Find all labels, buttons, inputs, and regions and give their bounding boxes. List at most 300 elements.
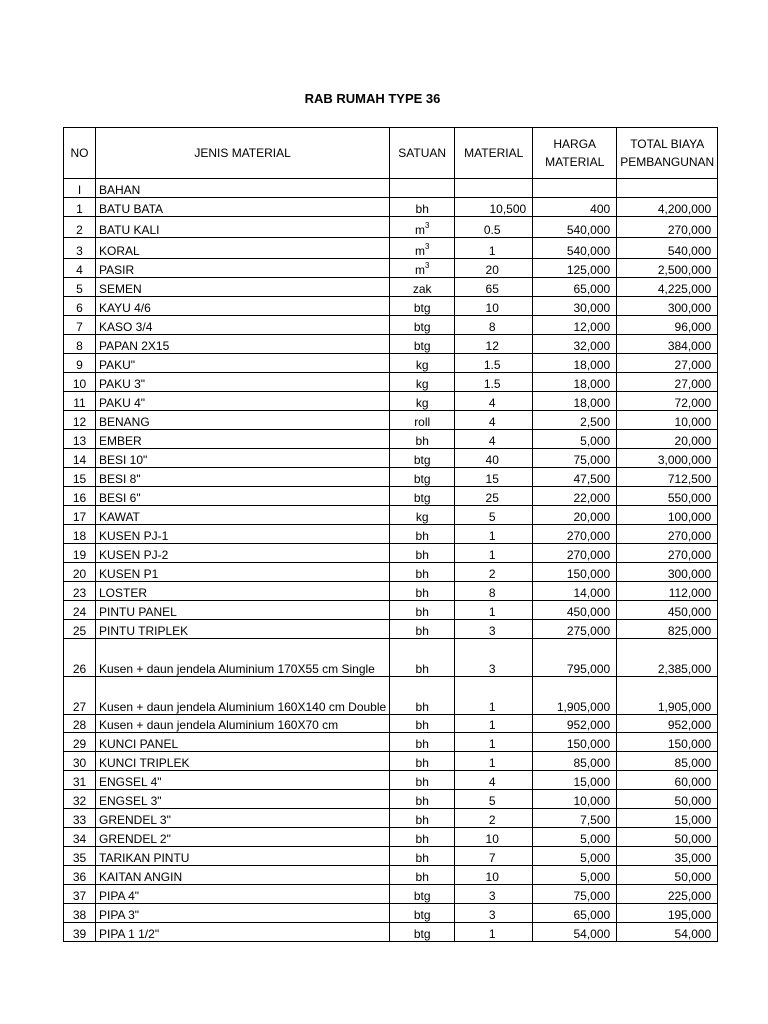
row-material-name-text: BAHAN [99,183,141,197]
row-material-qty-text: 1 [488,718,496,732]
table-row [64,923,718,942]
header-total-biaya: TOTAL BIAYA PEMBANGUNAN [617,128,718,179]
row-no [64,639,96,677]
table-header-row [64,128,718,179]
row-total [617,430,718,449]
row-material-name [96,715,390,733]
row-harga [533,563,617,582]
row-material-name-text: KORAL [99,244,140,258]
row-material-qty [455,733,533,752]
row-satuan-text: kg [415,396,429,410]
row-satuan-text: bh [415,813,429,827]
row-no-text: 3 [76,244,83,258]
table-row [64,677,718,715]
row-total [617,601,718,620]
row-satuan-text: bh [415,851,429,865]
row-material-qty [455,771,533,790]
row-total-text: 112,000 [668,586,712,600]
row-satuan [390,809,455,828]
row-satuan [390,733,455,752]
row-material-name [96,354,390,373]
row-harga [533,809,617,828]
row-total-text: 300,000 [667,301,712,315]
table-row [64,430,718,449]
row-satuan-text: m [414,263,425,277]
row-harga [533,601,617,620]
row-satuan [390,847,455,866]
row-total-text: 54,000 [674,927,712,941]
row-harga-text: 5,000 [580,434,611,448]
row-material-qty-text: 4 [488,415,496,429]
row-material-name [96,373,390,392]
row-total [617,620,718,639]
row-harga [533,639,617,677]
row-total-text: 450,000 [667,605,712,619]
row-no [64,563,96,582]
header-harga-material: HARGA MATERIAL [533,128,617,179]
table-row [64,733,718,752]
table-row [64,866,718,885]
row-material-qty [455,923,533,942]
row-total [617,771,718,790]
table-row [64,809,718,828]
row-total [617,487,718,506]
row-material-qty-text: 3 [488,662,496,676]
table-row [64,316,718,335]
row-harga [533,847,617,866]
row-total [617,506,718,525]
row-material-qty-text: 1 [488,605,496,619]
row-material-name-text: PINTU TRIPLEK [99,624,189,638]
row-no [64,297,96,316]
table-row [64,790,718,809]
row-satuan-text: kg [415,358,429,372]
row-harga-text: 952,000 [566,718,611,732]
row-satuan-text: bh [415,662,429,676]
row-harga-text: 5,000 [580,832,611,846]
row-no-text: 16 [72,491,87,505]
row-total [617,373,718,392]
row-harga [533,179,617,198]
row-material-qty-text: 5 [488,510,496,524]
row-satuan [390,563,455,582]
row-total-text: 35,000 [674,851,712,865]
table-row [64,354,718,373]
row-no [64,771,96,790]
table-row [64,198,718,217]
row-harga [533,430,617,449]
row-material-name-text: KASO 3/4 [99,320,153,334]
row-material-qty [455,790,533,809]
row-material-qty-text: 1 [488,700,496,714]
row-no-text: I [77,183,82,197]
row-no-text: 34 [72,832,87,846]
row-satuan [390,601,455,620]
row-material-qty [455,392,533,411]
row-total [617,752,718,771]
row-material-name-text: PAKU 4" [99,396,146,410]
row-material-name [96,411,390,430]
row-no-text: 19 [72,548,87,562]
row-no-text: 38 [72,908,87,922]
table-row [64,847,718,866]
table-row [64,487,718,506]
row-harga-text: 540,000 [566,244,611,258]
row-satuan [390,392,455,411]
row-no [64,198,96,217]
row-material-qty [455,179,533,198]
row-satuan-text: bh [415,548,429,562]
row-total-text: 2,385,000 [657,662,712,676]
row-material-name-text: Kusen + daun jendela Aluminium 160X70 cm [99,718,339,732]
row-material-qty-text: 0.5 [483,223,501,237]
row-material-qty-text: 1 [488,548,496,562]
row-material-qty-text: 1 [488,756,496,770]
row-total-text: 712,500 [667,472,712,486]
row-material-name [96,468,390,487]
row-no-text: 25 [72,624,87,638]
row-total [617,525,718,544]
row-material-name [96,885,390,904]
row-satuan [390,449,455,468]
row-harga [533,392,617,411]
row-satuan [390,866,455,885]
row-material-qty-text: 4 [488,396,496,410]
row-material-qty-text: 4 [488,775,496,789]
row-satuan [390,885,455,904]
row-no-text: 27 [72,700,87,714]
row-harga-text: 270,000 [566,548,611,562]
row-material-qty [455,217,533,238]
row-satuan-text: bh [415,775,429,789]
row-no-text: 18 [72,529,87,543]
row-harga-text: 270,000 [566,529,611,543]
row-no-text: 13 [72,434,87,448]
table-row [64,259,718,278]
row-material-name-text: BESI 6" [99,491,141,505]
row-harga [533,335,617,354]
row-material-qty-text: 8 [488,320,496,334]
header-material: MATERIAL [455,128,533,179]
row-material-name-text: BESI 8" [99,472,141,486]
row-harga-text: 65,000 [573,908,611,922]
row-total-text: 50,000 [674,870,712,884]
row-total [617,411,718,430]
row-material-qty-text: 10 [485,870,499,884]
row-material-name-text: GRENDEL 3" [99,813,171,827]
row-no [64,752,96,771]
row-material-qty [455,259,533,278]
table-row [64,297,718,316]
row-satuan [390,411,455,430]
row-satuan-text: kg [415,377,429,391]
row-harga [533,411,617,430]
row-total [617,449,718,468]
row-harga [533,582,617,601]
row-no-text: 12 [72,415,87,429]
table-row [64,373,718,392]
row-material-qty [455,354,533,373]
row-total-text: 550,000 [667,491,712,505]
row-satuan-text: bh [415,737,429,751]
row-satuan [390,354,455,373]
row-satuan-text: m [414,223,425,237]
row-no [64,715,96,733]
row-satuan-text: bh [415,624,429,638]
unit-superscript: 3 [424,261,430,270]
row-material-qty [455,506,533,525]
row-material-qty-text: 1 [488,737,496,751]
row-material-qty-text: 25 [485,491,499,505]
row-material-name [96,866,390,885]
row-harga [533,238,617,259]
row-harga [533,487,617,506]
row-material-name-text: KUNCI PANEL [99,737,179,751]
row-harga [533,297,617,316]
row-material-name-text: ENGSEL 3" [99,794,162,808]
row-total-text: 27,000 [674,377,712,391]
row-no [64,392,96,411]
row-no [64,411,96,430]
row-total-text: 50,000 [674,794,712,808]
row-material-qty-text: 40 [485,453,499,467]
row-harga [533,733,617,752]
row-total [617,923,718,942]
row-harga-text: 5,000 [580,851,611,865]
row-total [617,715,718,733]
row-total [617,677,718,715]
row-material-name [96,506,390,525]
row-material-qty-text: 1 [488,529,496,543]
row-harga-text: 450,000 [566,605,611,619]
row-no [64,620,96,639]
row-no-text: 14 [72,453,87,467]
row-total [617,392,718,411]
header-jenis-material: JENIS MATERIAL [96,128,390,179]
row-material-qty [455,904,533,923]
row-satuan-text: btg [413,472,431,486]
table-row [64,411,718,430]
row-satuan-text: bh [415,202,429,216]
table-row [64,828,718,847]
row-material-qty [455,468,533,487]
row-no [64,430,96,449]
row-harga-text: 47,500 [573,472,611,486]
row-no [64,544,96,563]
table-row [64,179,718,198]
row-material-name-text: PASIR [99,263,135,277]
row-material-qty-text: 20 [485,263,499,277]
row-total [617,866,718,885]
row-material-qty [455,885,533,904]
row-total [617,198,718,217]
row-satuan [390,316,455,335]
row-material-qty [455,316,533,335]
table-row [64,715,718,733]
row-harga [533,790,617,809]
row-no [64,354,96,373]
row-material-qty [455,449,533,468]
row-total-text: 100,000 [667,510,712,524]
row-material-name-text: KUSEN PJ-1 [99,529,169,543]
row-harga-text: 12,000 [573,320,611,334]
row-satuan [390,771,455,790]
row-harga [533,468,617,487]
row-material-name-text: BESI 10" [99,453,148,467]
table-row [64,449,718,468]
row-satuan-text: bh [415,605,429,619]
table-row [64,885,718,904]
row-material-qty [455,198,533,217]
row-material-name [96,544,390,563]
row-satuan-text: bh [415,756,429,770]
row-satuan-text: bh [415,586,429,600]
row-satuan [390,198,455,217]
row-satuan-text: bh [415,870,429,884]
row-total [617,828,718,847]
row-no [64,179,96,198]
row-harga-text: 10,000 [573,794,611,808]
row-total-text: 540,000 [667,244,712,258]
row-no [64,790,96,809]
row-total-text: 3,000,000 [657,453,712,467]
row-no-text: 6 [76,301,83,315]
row-material-name [96,392,390,411]
row-satuan [390,904,455,923]
row-material-qty [455,582,533,601]
row-material-name [96,677,390,715]
row-no [64,885,96,904]
row-material-qty-text: 1 [488,244,496,258]
row-harga-text: 150,000 [566,737,611,751]
row-material-qty [455,411,533,430]
row-material-qty-text: 15 [485,472,499,486]
row-material-name [96,771,390,790]
row-no [64,373,96,392]
row-material-name [96,733,390,752]
row-satuan [390,468,455,487]
row-no [64,733,96,752]
row-harga-text: 400 [590,202,611,216]
row-total-text: 4,200,000 [657,202,712,216]
table-row [64,771,718,790]
row-harga-text: 1,905,000 [556,700,611,714]
row-material-name-text: Kusen + daun jendela Aluminium 170X55 cm Single [99,662,375,676]
row-harga [533,198,617,217]
row-material-name-text: PAKU" [99,358,136,372]
row-harga-text: 18,000 [573,377,611,391]
row-satuan-text: bh [415,794,429,808]
row-material-name-text: PAPAN 2X15 [99,339,170,353]
row-total [617,582,718,601]
row-material-qty [455,847,533,866]
row-material-qty-text: 1.5 [483,377,501,391]
row-total-text: 150,000 [667,737,712,751]
table-row [64,335,718,354]
row-material-name-text: KAYU 4/6 [99,301,151,315]
row-satuan [390,620,455,639]
table-row [64,544,718,563]
row-total-text: 20,000 [674,434,712,448]
row-no-text: 10 [72,377,87,391]
row-no [64,809,96,828]
row-material-qty [455,639,533,677]
row-material-qty-text: 3 [488,624,496,638]
row-harga [533,677,617,715]
row-total-text: 195,000 [667,908,712,922]
row-satuan [390,506,455,525]
row-satuan [390,525,455,544]
row-material-name [96,639,390,677]
row-harga-text: 18,000 [573,396,611,410]
row-no [64,335,96,354]
row-total-text: 270,000 [667,529,712,543]
row-satuan [390,430,455,449]
row-material-name-text: LOSTER [99,586,148,600]
row-satuan-text: btg [413,491,431,505]
row-material-name-text: KUSEN P1 [99,567,159,581]
row-satuan-text: bh [415,529,429,543]
row-material-qty-text: 3 [488,889,496,903]
row-harga [533,217,617,238]
row-harga-text: 14,000 [573,586,611,600]
row-no [64,847,96,866]
row-material-name [96,582,390,601]
row-material-qty [455,525,533,544]
row-no-text: 28 [72,718,87,732]
row-material-name [96,430,390,449]
row-total-text: 270,000 [667,548,712,562]
row-satuan [390,278,455,297]
row-satuan-text: m [414,244,425,258]
unit-superscript: 3 [424,221,430,230]
table-row [64,582,718,601]
row-material-qty-text: 2 [488,567,496,581]
row-satuan [390,238,455,259]
row-total-text: 10,000 [674,415,712,429]
row-material-name-text: EMBER [99,434,142,448]
row-total [617,316,718,335]
row-harga [533,354,617,373]
row-material-qty [455,752,533,771]
row-material-name [96,179,390,198]
row-satuan-text: bh [415,832,429,846]
row-satuan-text: bh [415,567,429,581]
row-no [64,828,96,847]
row-material-qty [455,373,533,392]
table-row [64,278,718,297]
row-satuan-text: bh [415,700,429,714]
row-satuan [390,639,455,677]
row-total [617,335,718,354]
row-material-qty-text: 7 [488,851,496,865]
row-total [617,354,718,373]
row-material-qty [455,866,533,885]
table-row [64,506,718,525]
row-harga [533,885,617,904]
row-material-name-text: PIPA 3" [99,908,140,922]
row-material-name-text: Kusen + daun jendela Aluminium 160X140 cm Double [99,700,387,714]
row-harga [533,316,617,335]
row-total-text: 300,000 [667,567,712,581]
row-satuan [390,179,455,198]
table-row [64,752,718,771]
row-no [64,278,96,297]
row-no [64,866,96,885]
row-satuan [390,923,455,942]
row-material-name [96,335,390,354]
row-no-text: 32 [72,794,87,808]
